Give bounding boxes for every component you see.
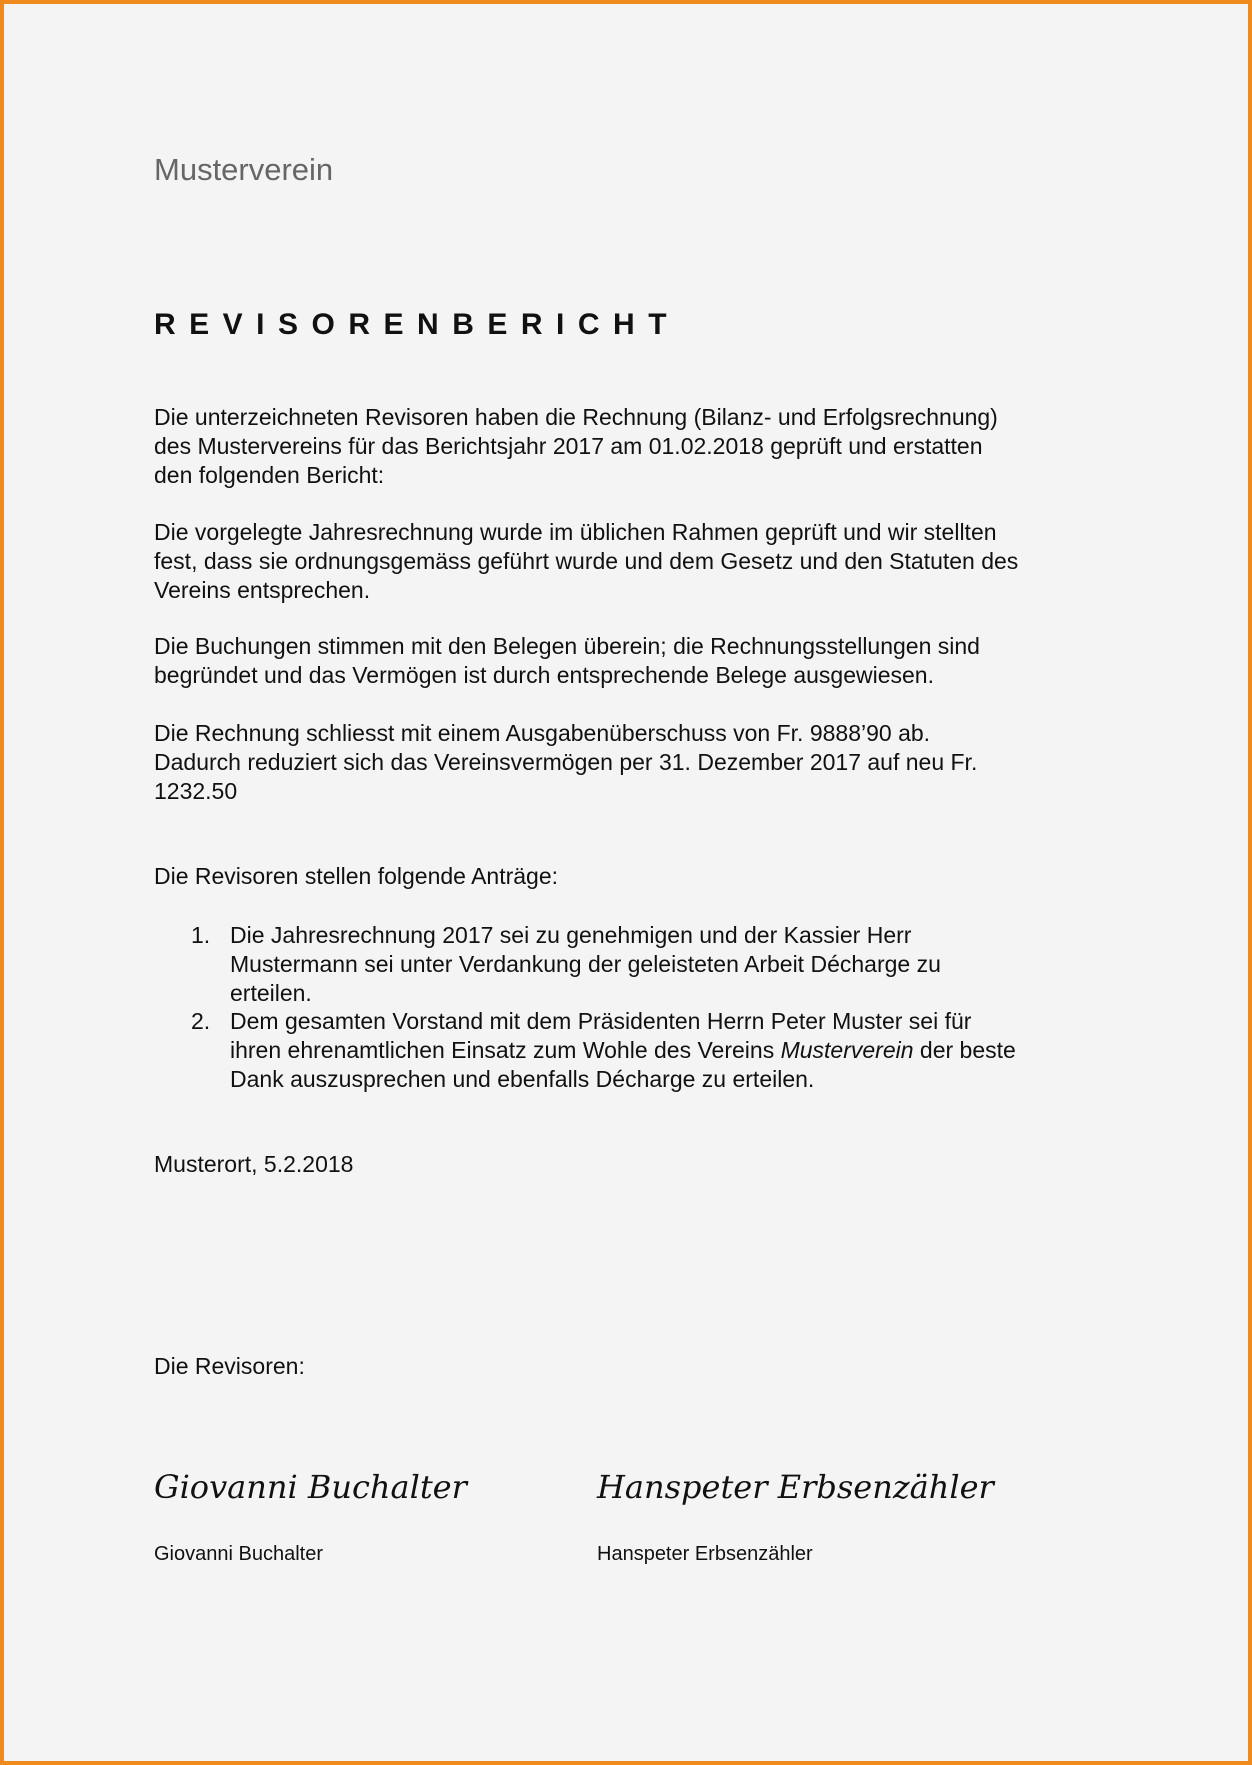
- text-line: Dem gesamten Vorstand mit dem Präsidenten Herrn Peter Muster sei für: [230, 1008, 972, 1034]
- paragraph-findings: [154, 518, 1114, 605]
- text-span: der beste: [913, 1037, 1016, 1063]
- emphasized-org-name: Musterverein: [780, 1037, 914, 1063]
- list-number: 1.: [191, 922, 211, 948]
- document-title: REVISORENBERICHT: [154, 308, 681, 341]
- list-number: 2.: [191, 1008, 211, 1034]
- text-line: Die Jahresrechnung 2017 sei zu genehmigen und der Kassier Herr: [230, 922, 912, 948]
- paragraph-result: [154, 719, 1114, 806]
- text-line: Mustermann sei unter Verdankung der geleisteten Arbeit Décharge zu: [230, 951, 941, 977]
- text-line: Dadurch reduziert sich das Vereinsvermögen per 31. Dezember 2017 auf neu Fr.: [154, 749, 978, 775]
- text-line: fest, dass sie ordnungsgemäss geführt wurde und dem Gesetz und den Statuten des: [154, 548, 1019, 574]
- text-line: des Mustervereins für das Berichtsjahr 2017 am 01.02.2018 geprüft und erstatten: [154, 433, 983, 459]
- text-line: Die unterzeichneten Revisoren haben die Rechnung (Bilanz- und Erfolgsrechnung): [154, 404, 998, 430]
- text-line: Die Rechnung schliesst mit einem Ausgabenüberschuss von Fr. 9888’90 ab.: [154, 720, 931, 746]
- paragraph-intro: [154, 403, 1114, 490]
- motions-intro: Die Revisoren stellen folgende Anträge:: [154, 863, 559, 889]
- text-line: erteilen.: [230, 980, 312, 1006]
- text-line: begründet und das Vermögen ist durch entsprechende Belege ausgewiesen.: [154, 662, 934, 688]
- signer-name-2: Hanspeter Erbsenzähler: [597, 1543, 813, 1565]
- text-line: Die vorgelegte Jahresrechnung wurde im üblichen Rahmen geprüft und wir stellten: [154, 519, 997, 545]
- signature-1: Giovanni Buchalter: [154, 1468, 467, 1506]
- text-line: Die Buchungen stimmen mit den Belegen überein; die Rechnungsstellungen sind: [154, 633, 980, 659]
- signature-2: Hanspeter Erbsenzähler: [597, 1468, 994, 1506]
- place-date: Musterort, 5.2.2018: [154, 1151, 354, 1177]
- text-line: Dank auszusprechen und ebenfalls Décharge zu erteilen.: [230, 1066, 815, 1092]
- text-line: 1232.50: [154, 778, 238, 804]
- text-line: Vereins entsprechen.: [154, 577, 371, 603]
- text-line: [230, 1036, 1016, 1065]
- text-line: den folgenden Bericht:: [154, 462, 385, 488]
- organization-name: Musterverein: [154, 152, 334, 187]
- text-span: ihren ehrenamtlichen Einsatz zum Wohle des Vereins: [230, 1037, 781, 1063]
- signers-label: Die Revisoren:: [154, 1353, 305, 1379]
- signer-name-1: Giovanni Buchalter: [154, 1543, 323, 1565]
- paragraph-bookings: [154, 632, 1114, 690]
